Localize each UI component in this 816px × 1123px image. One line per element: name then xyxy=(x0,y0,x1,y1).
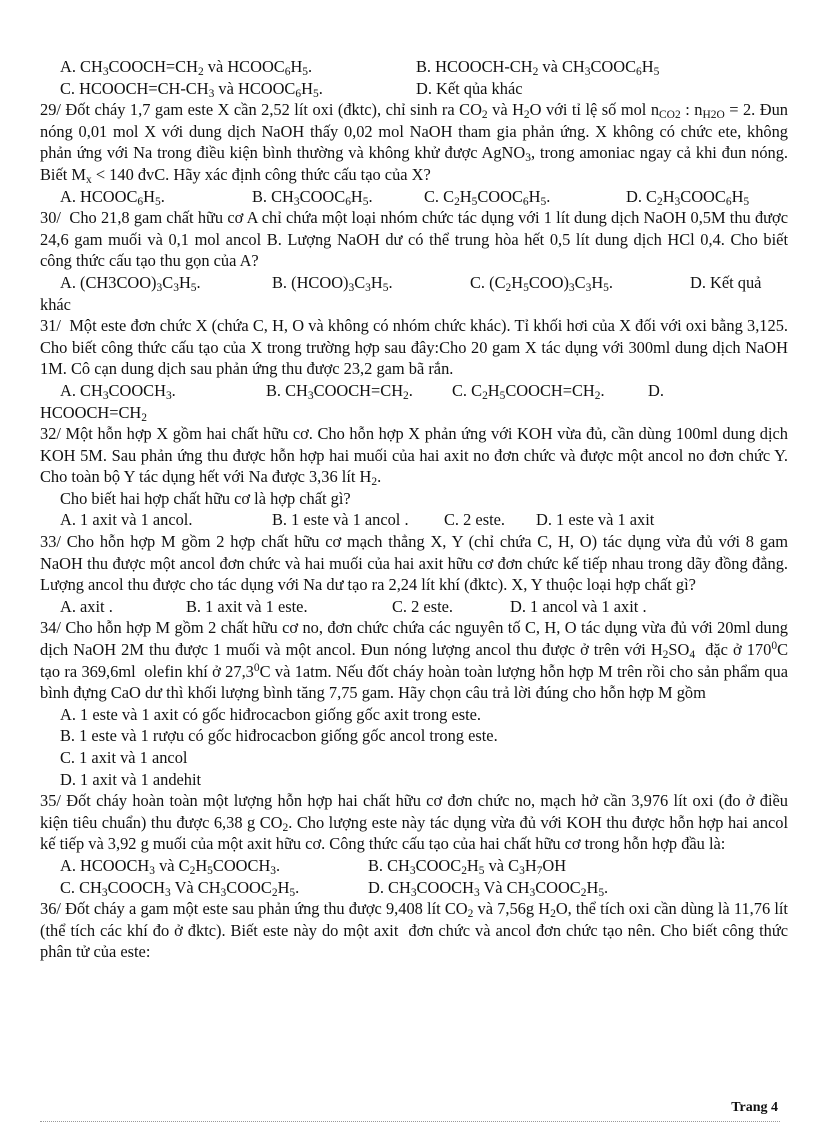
q35-option-d: D. $CH_3COOCH_3$ Và $CH_3COOC_2H_5$. xyxy=(368,877,609,899)
q32-option-c: C. 2 este. xyxy=(444,510,506,530)
q31-option-d-wrap: $HCOOCH=CH_2$ xyxy=(40,402,147,424)
question-30: 30/ Cho 21,8 gam chất hữu cơ A chỉ chứa một loại nhóm chức tác dụng với 1 lít dung dịch NaOH 0,5M thu được 24,6 gam muối và 0,1 mol ancol B. Lượng NaOH dư có thể trung hòa hết 0,5 lít dung dịch HCl 0,4. Cho biết công thức cấu tạo thu gọn của A? xyxy=(40,208,788,271)
options-row xyxy=(40,56,788,78)
q29-option-b: B. $CH_3COOC_6H_5$. xyxy=(252,186,373,208)
q34-option-a: A. 1 este và 1 axit có gốc hiđrocacbon giống gốc axit trong este. xyxy=(60,704,482,724)
q29-option-d: D. $C_2H_3COOC_6H_5$ xyxy=(626,186,750,208)
q35-options xyxy=(40,855,788,877)
option-c: C. $HCOOCH=CH-CH_3$ và $HCOOC_6H_5$. xyxy=(60,78,323,100)
q30-option-b: B. $(HCOO)_3C_3H_5$. xyxy=(272,272,393,294)
q34-option-c: C. 1 axit và 1 ancol xyxy=(60,748,188,767)
q33-option-c: C. 2 este. xyxy=(392,596,454,616)
q30-options xyxy=(40,272,788,294)
q30-option-d-wrap: khác xyxy=(40,294,71,314)
q30-option-a: A. $(CH3COO)_3C_3H_5$. xyxy=(60,272,201,294)
question-31: 31/ Một este đơn chức X (chứa C, H, O và không có nhóm chức khác). Tỉ khối hơi của X đối với oxi bằng 3,125. Cho biết công thức cấu tạo của X trong trường hợp sau đây:Cho 20 gam X tác dụng với 300ml dung dịch NaOH 1M. Cô cạn dung dịch sau phản ứng thu được 23,2 gam bã rắn. xyxy=(40,316,788,379)
footer-rule xyxy=(40,1121,780,1122)
option-d: D. Kết qủa khác xyxy=(416,78,523,98)
question-34: 34/ Cho hỗn hợp M gồm 2 chất hữu cơ no, đơn chức chứa các nguyên tố C, H, O tác dụng vừa đủ với 20ml dung dịch NaOH 2M thu được 1 muối và một ancol. Đun nóng lượng ancol thu được ở trên với $H_2SO_4$ đặc ở $170^0C$ tạo ra 369,6ml olefin khí ở 27,3$^0$C và 1atm. Nếu đốt cháy hoàn toàn lượng hỗn hợp M trên rồi cho sản phẩm qua bình đựng CaO dư thì khối lượng bình tăng 7,75 gam. Hãy chọn câu trả lời đúng cho hỗn hợp M gồm xyxy=(40,618,788,703)
q29-option-a: A. $HCOOC_6H_5$. xyxy=(60,186,165,208)
q35-option-c: C. $CH_3COOCH_3$ Và $CH_3COOC_2H_5$. xyxy=(60,877,300,899)
q33-options xyxy=(40,596,788,618)
q34-option-b: B. 1 este và 1 rượu có gốc hiđrocacbon giống gốc ancol trong este. xyxy=(60,726,498,746)
q29-option-c: C. $C_2H_5COOC_6H_5$. xyxy=(424,186,551,208)
question-32: 32/ Một hỗn hợp X gồm hai chất hữu cơ. Cho hỗn hợp X phản ứng với KOH vừa đủ, cần dùng 100ml dung dịch KOH 5M. Sau phản ứng thu được hỗn hợp hai muối của hai axit no đơn chức và được một ancol no đơn chức Y. Cho toàn bộ Y tác dụng hết với Na được 3,36 lít $H_2$. xyxy=(40,424,788,489)
page-number: Trang 4 xyxy=(731,1100,778,1115)
q33-option-b: B. 1 axit và 1 este. xyxy=(186,596,308,616)
q35-options xyxy=(40,877,788,899)
q32-option-b: B. 1 este và 1 ancol . xyxy=(272,510,409,530)
question-36: 36/ Đốt cháy a gam một este sau phản ứng thu được 9,408 lít $CO_2$ và 7,56g $H_2O$, thể tích oxi cần dùng là 11,76 lít (thể tích các khí đo ở đktc). Biết este này do một axit đơn chức và ancol đơn chức tạo nên. Cho biết công thức phân tử của este: xyxy=(40,899,788,962)
question-35: 35/ Đốt cháy hoàn toàn một lượng hỗn hợp hai chất hữu cơ đơn chức no, mạch hở cần 3,976 lít oxi (đo ở điều kiện tiêu chuẩn) thu được 6,38 g $CO_2$. Cho lượng este này tác dụng vừa đủ với KOH thu được hỗn hợp hai ancol kế tiếp và 3,92 g muối của một axit hữu cơ. Công thức cấu tạo của hai chất hữu cơ trong hỗn hợp đầu là: xyxy=(40,791,788,854)
q34-option-d: D. 1 axit và 1 andehit xyxy=(60,769,202,789)
q30-option-c: C. $(C_2H_5COO)_3C_3H_5$. xyxy=(470,272,614,294)
q35-option-a: A. $HCOOCH_3$ và $C_2H_5COOCH_3$. xyxy=(60,855,281,877)
q32-option-a: A. 1 axit và 1 ancol. xyxy=(60,510,193,530)
q31-option-b: B. $CH_3COOCH=CH_2$. xyxy=(266,380,413,402)
q35-option-b: B. $CH_3COOC_2H_5$ và $C_3H_7OH$ xyxy=(368,855,567,877)
q31-option-c: C. $C_2H_5COOCH=CH_2$. xyxy=(452,380,605,402)
q31-option-d: D. xyxy=(648,380,664,400)
option-a: A. $CH_3COOCH=CH_2$ và $HCOOC_6H_5$. xyxy=(60,57,313,78)
option-b: B. HCOOCH-$CH_2$ và $CH_3COOC_6H_5$ xyxy=(416,57,660,78)
q30-option-d: D. Kết quả xyxy=(690,272,762,292)
q32-subquestion: Cho biết hai hợp chất hữu cơ là hợp chất gì? xyxy=(60,488,351,508)
q32-option-d: D. 1 este và 1 axit xyxy=(536,510,655,530)
q32-options xyxy=(40,509,788,531)
document-page xyxy=(40,56,788,963)
q33-option-d: D. 1 ancol và 1 axit . xyxy=(510,596,647,616)
q33-option-a: A. axit . xyxy=(60,596,113,616)
q29-options xyxy=(40,186,788,208)
q31-options xyxy=(40,380,788,402)
question-29: 29/ Đốt cháy 1,7 gam este X cần 2,52 lít oxi (đktc), chỉ sinh ra $CO_2$ và $H_2O$ với tỉ lệ số mol $n_{CO2}$ : $n_{H2O} = 2$. Đun nóng 0,01 mol X với dung dịch NaOH thấy 0,02 mol NaOH tham gia phản ứng. X không có chức ete, không phản ứng với Na trong điều kiện bình thường và không khử được AgNO$_3$, trong amoniac ngay cả khi đun nóng. Biết $M_x < 140$ đvC. Hãy xác định công thức cấu tạo của X? xyxy=(40,100,789,186)
question-33: 33/ Cho hỗn hợp M gồm 2 hợp chất hữu cơ mạch thẳng X, Y (chỉ chứa C, H, O) tác dụng vừa đủ với 8 gam NaOH thu được một ancol đơn chức và hai muối của hai axit hữu cơ đơn chức kế tiếp nhau trong dãy đồng đẳng. Lượng ancol thu được cho tác dụng với Na dư tạo ra 2,24 lít khí (đktc). X, Y thuộc loại hợp chất gì? xyxy=(40,532,788,595)
q31-option-a: A. $CH_3COOCH_3$. xyxy=(60,380,176,402)
options-row xyxy=(40,78,788,100)
